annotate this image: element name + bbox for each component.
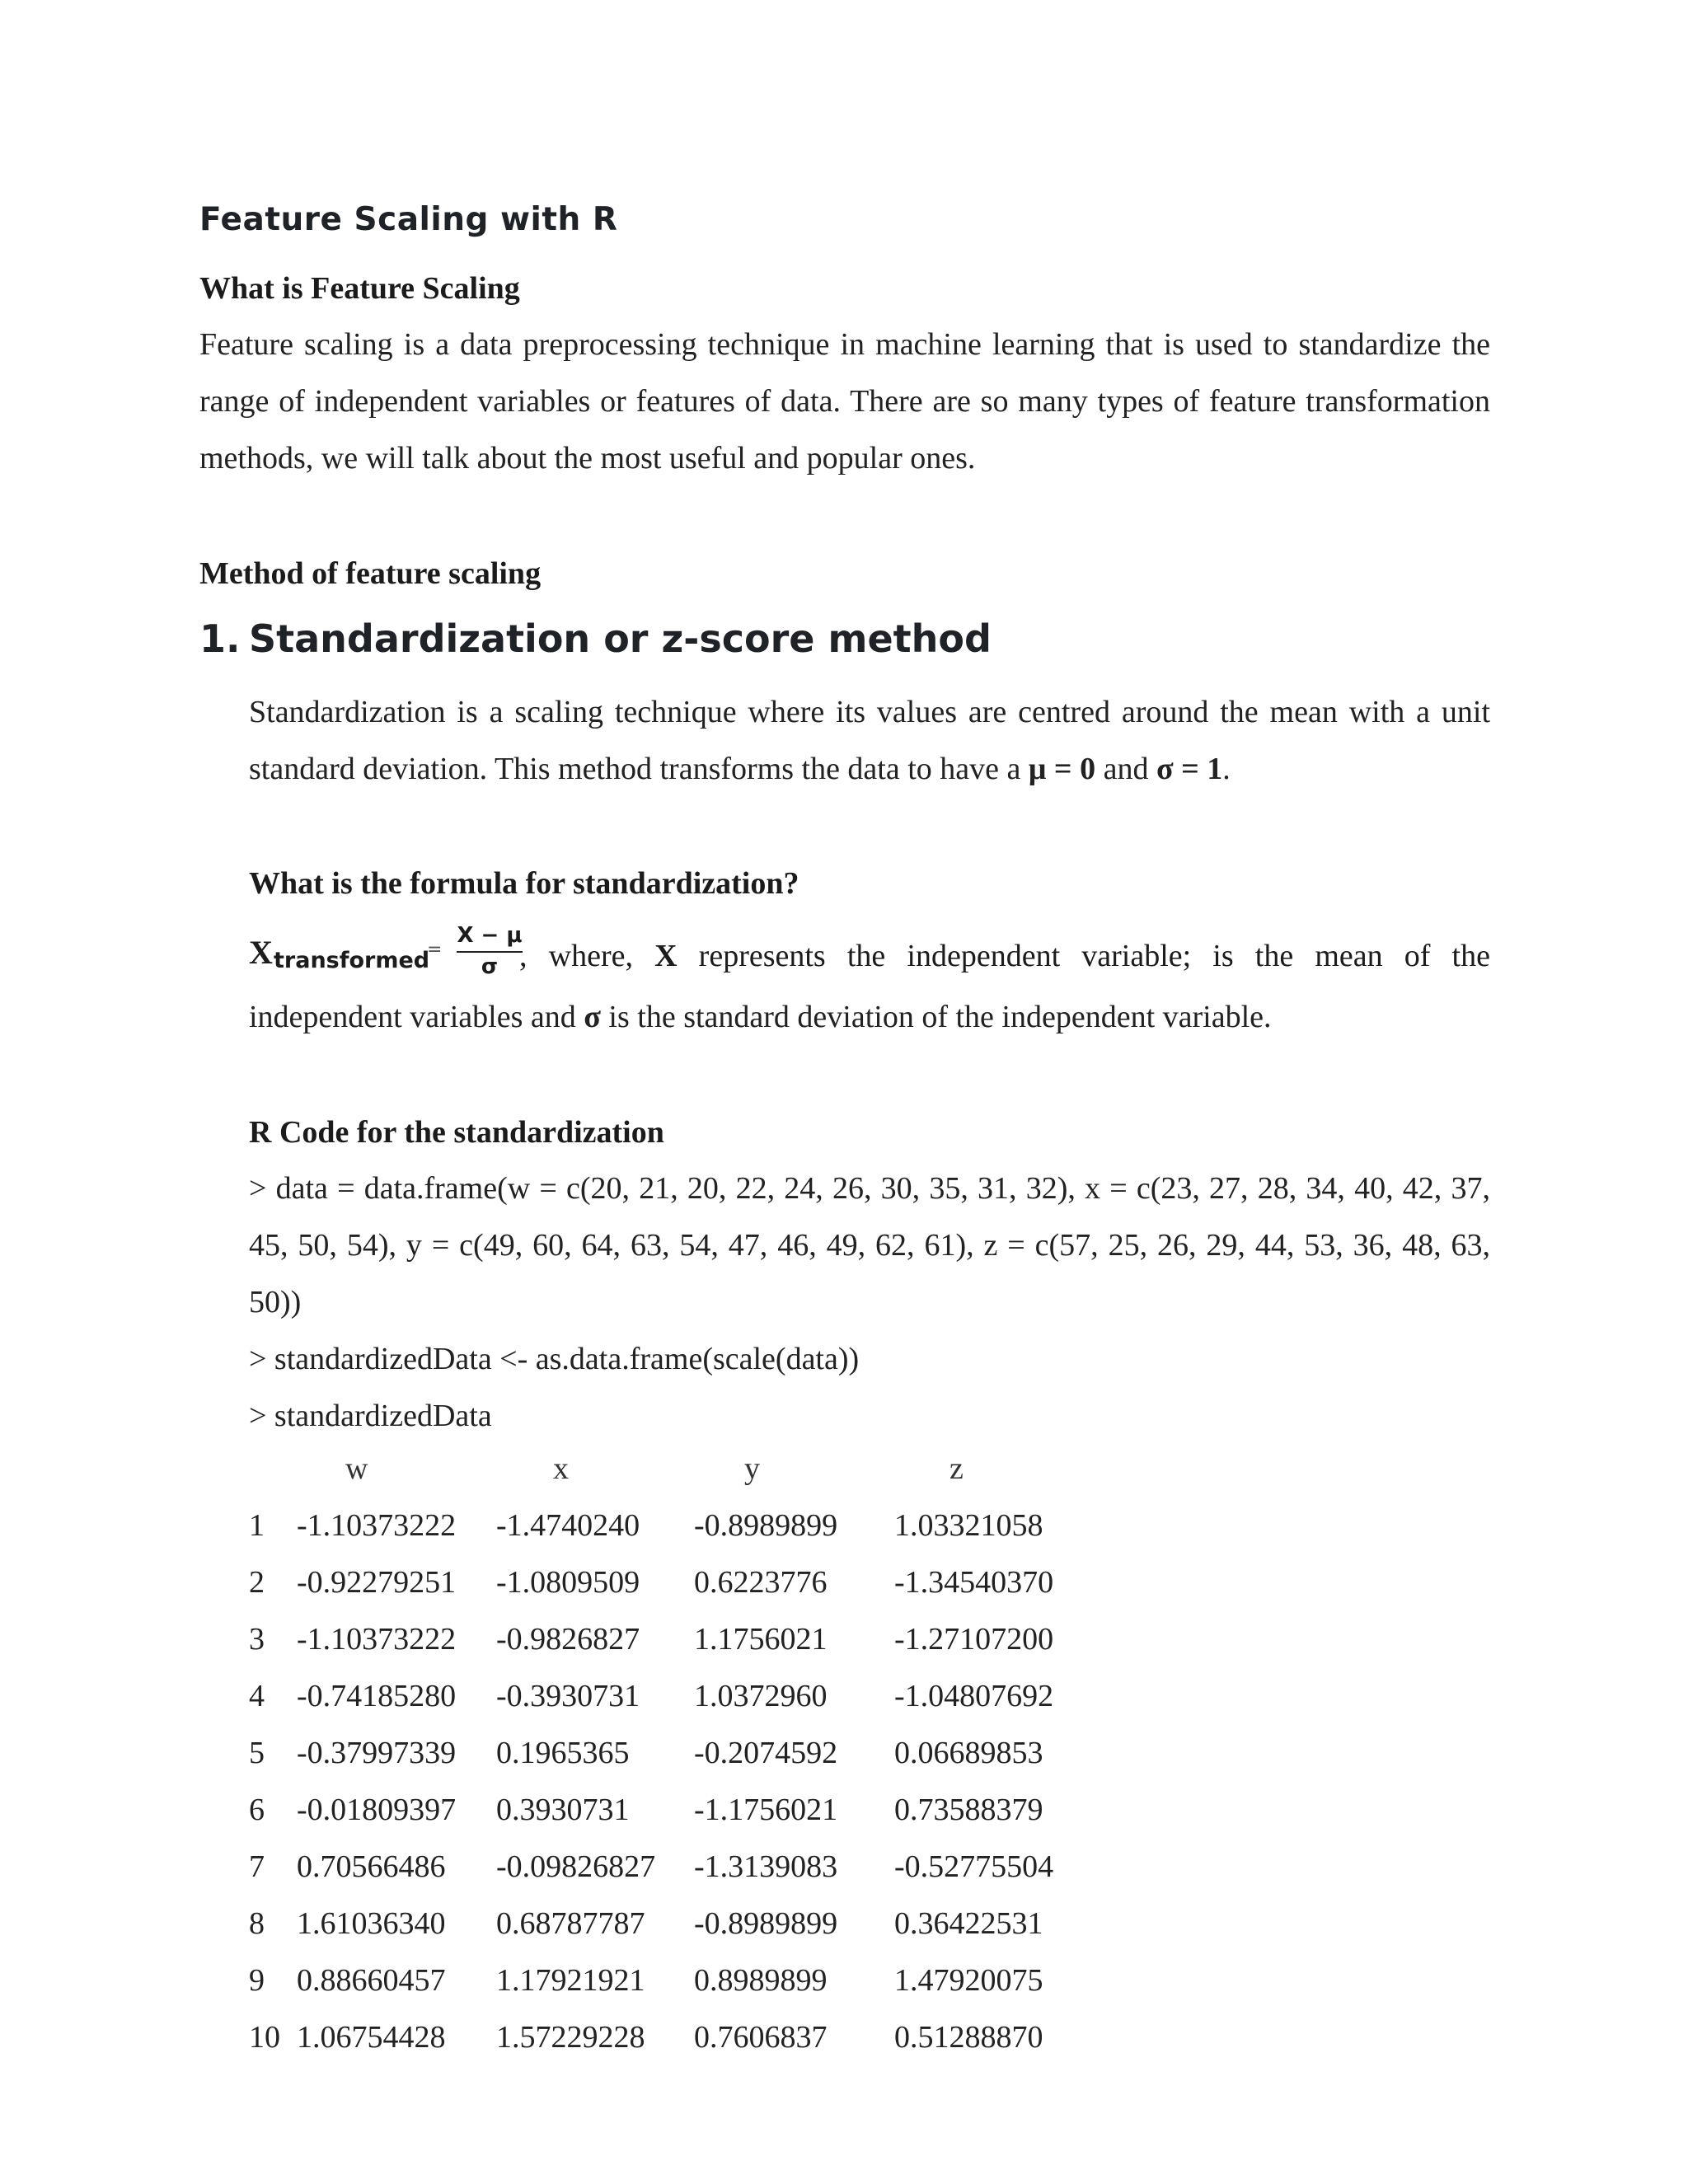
table-cell: -1.3139083 bbox=[694, 1849, 838, 1884]
table-cell: 0.70566486 bbox=[297, 1849, 446, 1884]
table-cell: -0.8989899 bbox=[694, 1508, 838, 1543]
table-cell: 0.36422531 bbox=[894, 1906, 1043, 1941]
table-cell: -0.09826827 bbox=[496, 1849, 656, 1884]
table-cell: 1.61036340 bbox=[297, 1906, 446, 1941]
header-y: y bbox=[744, 1451, 760, 1486]
description-text: Standardization is a scaling technique where its values are centred around the mean with a unit standard deviation. This method transforms the data to have a bbox=[249, 695, 1490, 786]
table-cell: -0.01809397 bbox=[297, 1793, 457, 1827]
line2-end: is the standard deviation of the independent variable. bbox=[600, 1000, 1272, 1034]
table-cell: 0.8989899 bbox=[694, 1963, 828, 1998]
row-index: 6 bbox=[249, 1793, 265, 1827]
table-cell: 0.73588379 bbox=[894, 1793, 1043, 1827]
table-cell: 1.47920075 bbox=[894, 1963, 1043, 1998]
formula-x-symbol: X bbox=[249, 934, 273, 971]
sigma-equation: σ = 1 bbox=[1156, 752, 1223, 786]
table-cell: -1.0809509 bbox=[496, 1565, 640, 1600]
row-index: 2 bbox=[249, 1565, 265, 1600]
formula-equals: = bbox=[427, 940, 443, 960]
formula-numerator: X − μ bbox=[457, 923, 523, 953]
formula-line bbox=[249, 923, 1490, 979]
table-cell: 0.51288870 bbox=[894, 2020, 1043, 2055]
table-cell: -1.1756021 bbox=[694, 1793, 838, 1827]
table-cell: 1.03321058 bbox=[894, 1508, 1043, 1543]
header-x: x bbox=[553, 1451, 569, 1486]
row-index: 8 bbox=[249, 1906, 265, 1941]
section-number: 1. bbox=[199, 616, 241, 661]
formula-line-2 bbox=[249, 989, 1272, 1046]
table-cell: -0.3930731 bbox=[496, 1679, 640, 1713]
table-cell: -1.10373222 bbox=[297, 1508, 457, 1543]
formula-denominator: σ bbox=[481, 954, 499, 979]
table-cell: -0.92279251 bbox=[297, 1565, 457, 1600]
line2-start: independent variables and bbox=[249, 1000, 584, 1034]
code-line-1: > data = data.frame(w = c(20, 21, 20, 22, 24, 26, 30, 35, 31, 32), x = c(23, 27, 28, 34, 40, 42, 37, 45, 50, 54), y = c(49, 60, 64, 63, 54, 47, 46, 49, 62, 61), z = c(57, 25, 26, 29, 44, 53, 36, 48, 63, 50)) bbox=[249, 1171, 1490, 1319]
code-line-2: > standardizedData <- as.data.frame(scale(data)) bbox=[249, 1342, 860, 1376]
table-cell: -0.74185280 bbox=[297, 1679, 457, 1713]
table-cell: 0.06689853 bbox=[894, 1736, 1043, 1770]
table-cell: -0.2074592 bbox=[694, 1736, 838, 1770]
table-cell: 1.06754428 bbox=[297, 2020, 446, 2055]
formula-heading: What is the formula for standardization? bbox=[249, 866, 799, 901]
table-cell: 0.6223776 bbox=[694, 1565, 828, 1600]
formula-fraction bbox=[457, 923, 523, 979]
x-bold: X bbox=[654, 939, 678, 973]
table-cell: 0.88660457 bbox=[297, 1963, 446, 1998]
table-cell: -0.9826827 bbox=[496, 1622, 640, 1657]
code-line-3: > standardizedData bbox=[249, 1399, 492, 1433]
period: . bbox=[1222, 752, 1231, 786]
row-index: 5 bbox=[249, 1736, 265, 1770]
table-cell: 0.7606837 bbox=[694, 2020, 828, 2055]
row-index: 4 bbox=[249, 1679, 265, 1713]
formula-explanation bbox=[519, 938, 1490, 974]
table-cell: -0.37997339 bbox=[297, 1736, 457, 1770]
section-title-text: Standardization or z-score method bbox=[249, 616, 992, 661]
code-heading: R Code for the standardization bbox=[249, 1115, 664, 1150]
table-cell: -1.10373222 bbox=[297, 1622, 457, 1657]
table-cell: -1.04807692 bbox=[894, 1679, 1054, 1713]
table-cell: -1.34540370 bbox=[894, 1565, 1054, 1600]
row-index: 10 bbox=[249, 2020, 280, 2055]
document-title: Feature Scaling with R bbox=[199, 201, 618, 238]
mu-equation: μ = 0 bbox=[1028, 752, 1096, 786]
table-cell: 1.17921921 bbox=[496, 1963, 645, 1998]
row-index: 1 bbox=[249, 1508, 265, 1543]
table-cell: -0.52775504 bbox=[894, 1849, 1054, 1884]
row-index: 7 bbox=[249, 1849, 265, 1884]
row-index: 3 bbox=[249, 1622, 265, 1657]
header-w: w bbox=[345, 1451, 368, 1486]
table-cell: 0.3930731 bbox=[496, 1793, 630, 1827]
methods-heading: Method of feature scaling bbox=[199, 556, 542, 591]
table-cell: -1.4740240 bbox=[496, 1508, 640, 1543]
explanation-text: represents the independent variable; is the mean of the bbox=[677, 939, 1490, 973]
table-cell: -1.27107200 bbox=[894, 1622, 1054, 1657]
row-index: 9 bbox=[249, 1963, 265, 1998]
table-cell: -0.8989899 bbox=[694, 1906, 838, 1941]
table-cell: 1.1756021 bbox=[694, 1622, 828, 1657]
where-text: , where, bbox=[519, 939, 655, 973]
table-cell: 1.0372960 bbox=[694, 1679, 828, 1713]
table-cell: 1.57229228 bbox=[496, 2020, 645, 2055]
sigma-symbol: σ bbox=[584, 1000, 601, 1034]
formula-subscript: transformed bbox=[274, 948, 430, 973]
section-title bbox=[199, 616, 992, 661]
intro-paragraph: Feature scaling is a data preprocessing technique in machine learning that is used to standardize the range of independent variables or features of data. There are so many types of feature transformation methods, we will talk about the most useful and popular ones. bbox=[199, 327, 1490, 476]
header-z: z bbox=[950, 1451, 964, 1486]
intro-heading: What is Feature Scaling bbox=[199, 271, 520, 306]
section-description bbox=[249, 684, 1490, 798]
table-cell: 0.1965365 bbox=[496, 1736, 630, 1770]
and-word: and bbox=[1095, 752, 1156, 786]
table-cell: 0.68787787 bbox=[496, 1906, 645, 1941]
